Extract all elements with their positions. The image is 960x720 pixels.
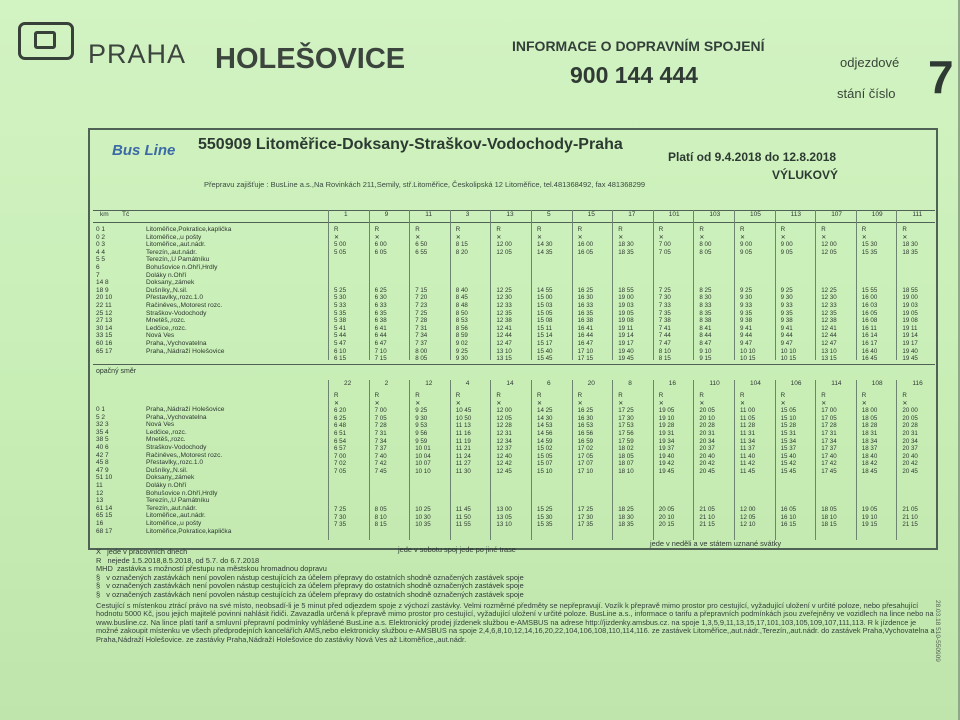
column-divider: [856, 210, 857, 360]
km-value: 11: [96, 481, 103, 489]
column-divider: [734, 210, 735, 360]
stop-name: Terezín,,aut.nádr.: [146, 504, 197, 512]
km-value: 32 3: [96, 421, 109, 429]
stop-name: Litoměřice,,u pošty: [146, 519, 202, 527]
stop-name: Dušníky,,N.sil.: [146, 286, 188, 294]
legend: X jede v pracovních dnech R nejede 1.5.2018,8.5.2018, od 5.7. do 6.7.2018 MHD zastávka s možností přestupu na městskou hromadnou dopravu § v označených zastávkách není povolen nástup cestujících za účelem přepravy do ostatních shodně označených zastávek spoje § v označených zastávkách není povolen nástup cestujících za účelem přepravy do ostatních shodně označených zastávek spoje § v označených zastávkách není povolen nástup cestujících za účelem přepravy do ostatních shodně označených zastávek spoje: [96, 547, 524, 599]
trip-number: 109: [871, 211, 883, 218]
km-value: 68 17: [96, 527, 113, 535]
trip-times: R ✕ 5 00 5 05 5 25 5 30 5 33 5 35 5 38 5 41 5 44 5 47 6 10 6 15: [334, 226, 347, 363]
column-divider: [572, 380, 573, 540]
column-divider: [775, 210, 776, 360]
bus-logo-icon: [18, 22, 74, 60]
km-value: 51 10: [96, 474, 113, 482]
stand-number: 7: [928, 51, 954, 103]
column-divider: [490, 210, 491, 360]
stop-name: Račiněves,,Motorest rozc.: [146, 301, 223, 309]
trip-number: 104: [750, 380, 761, 387]
km-column-outbound: [96, 226, 136, 355]
trip-number: 6: [547, 380, 551, 387]
column-divider: [572, 210, 573, 360]
trip-number: 101: [668, 211, 680, 218]
stop-name: Přestavlky,,rozc.1.0: [146, 294, 204, 302]
column-divider: [693, 380, 694, 540]
trip-times: R ✕ 6 20 6 25 6 48 6 51 6 54 6 57 7 00 7 02 7 05 7 25 7 30 7 35: [334, 392, 347, 529]
trip-number: 16: [668, 380, 677, 387]
trip-number: 12: [425, 380, 433, 387]
km-value: 45 8: [96, 459, 109, 467]
opposite-direction-label: opačný směr: [96, 368, 137, 375]
stop-name: Terezín,,U Památníku: [146, 256, 210, 264]
stop-name: Doksany,,zámek: [146, 474, 195, 482]
km-value: 4 4: [96, 248, 106, 256]
trip-times: R ✕ 12 00 12 05 12 25 12 30 12 33 12 35 12 38 12 41 12 44 12 47 13 10 13 15: [496, 226, 512, 363]
column-divider: [856, 380, 857, 540]
departure-label: odjezdové: [840, 55, 900, 70]
column-divider: [653, 210, 654, 360]
trip-number: 106: [790, 380, 802, 387]
km-value: 38 5: [96, 436, 109, 444]
trip-times: R ✕ 7 00 7 05 7 28 7 31 7 34 7 37 7 40 7 42 7 45 8 05 8 10 8 15: [374, 392, 387, 529]
trip-times: R ✕ 15 05 15 10 15 28 15 31 15 34 15 37 15 40 15 42 15 45 16 05 16 10 16 15: [780, 392, 797, 529]
trip-times: R ✕ 20 00 20 05 20 28 20 31 20 34 20 37 20 40 20 42 20 45 21 05 21 10 21 15: [902, 392, 918, 529]
column-divider: [896, 380, 897, 540]
trip-times: R ✕ 20 05 20 10 20 28 20 31 20 34 20 37 20 40 20 42 20 45 21 05 21 10 21 15: [699, 392, 715, 529]
trip-times: R ✕ 12 00 12 05 12 28 12 31 12 34 12 37 12 40 12 42 12 45 13 00 13 05 13 10: [496, 392, 512, 529]
stop-name: Dušníky,,N.sil.: [146, 466, 188, 474]
trip-times: R ✕ 8 00 8 05 8 25 8 30 8 33 8 35 8 38 8 41 8 44 8 47 9 10 9 15: [699, 226, 712, 363]
stop-name: Doláky n.Ohří: [146, 271, 187, 279]
km-value: 33 15: [96, 332, 113, 340]
column-divider: [409, 380, 410, 540]
stop-name: Nová Ves: [146, 421, 175, 429]
trip-number: 5: [547, 211, 551, 218]
column-divider: [653, 380, 654, 540]
notes: Cestující s místenkou ztrácí právo na své místo, neobsadí-li je 5 minut před odjezdem spoje z výchozí zastávky. Velmi rozměrné předměty se nepřepravují. Vozík k přepravě mimo prostor pro cestující, vyžadující uložení v určité poloze, nebo přesahující hodnotu 5000 Kč, jsou jejich majitelé povinni nahlásit řidiči. Zavazadla určená k přepravě mimo prostor pro cestující, vyžadující uložení v určité poloze. BusLine a.s., informace o tarifu a přepravních podmínkách jsou zveřejněny ve vozidlech na lince nebo na www.busline.cz. Na lince platí tarif a smluvní přepravní podmínky vyhlášené BusLine a.s. Elektronický prodej jízdenek službou e-AMSBUS na adrese http://jizdenky.amsbus.cz. na spoje 1,3,5,9,11,13,15,17,101,103,105,109,107,111,113. R k jízdence je možné zakoupit místenku ve všech předprodejních kancelářích AMS,nebo elektronicky službou e-AMSBUS na spoje 2,4,6,8,10,12,14,16,20,22,104,106,108,110,114,116. ze zastávek Litoměřice,,aut.nádr.,Terezín,,aut.nádr. do zastávek Praha,Vychovatelna a Praha,Nádraží Holešovice. ze zastávky Praha,Nádraží Holešovice do zastávky Nová Ves až Litoměřice,,aut.nádr.: [96, 601, 935, 644]
stop-name: Terezín,,aut.nádr.: [146, 248, 197, 256]
trip-number: 2: [384, 380, 389, 387]
busline-logo: Bus Line: [112, 142, 176, 159]
direction-separator: [93, 364, 935, 365]
km-value: 0 1: [96, 406, 106, 413]
trip-times: R ✕ 18 30 18 35 18 55 19 00 19 03 19 05 19 08 19 11 19 14 19 17 19 40 19 45: [902, 226, 918, 363]
km-value: 40 6: [96, 443, 109, 451]
column-divider: [369, 210, 370, 360]
stop-name: Terezín,,U Památníku: [146, 497, 210, 505]
stop-name: Straškov-Vodochody: [146, 443, 207, 451]
column-divider: [775, 380, 776, 540]
trip-number: 11: [425, 211, 432, 218]
km-value: 47 9: [96, 466, 109, 474]
column-divider: [896, 210, 897, 360]
tc-header: Tč: [122, 211, 130, 218]
trip-number: 13: [506, 211, 514, 218]
stop-name: Praha,,Vychovatelna: [146, 339, 207, 347]
stop-name: Bohušovice n.Ohří,Hrdly: [146, 263, 218, 271]
column-divider: [369, 380, 370, 540]
km-value: 65 17: [96, 347, 113, 355]
trip-number: 3: [465, 211, 470, 218]
trip-number: 108: [871, 380, 883, 387]
km-value: 30 14: [96, 324, 113, 332]
legend-saturday: jede v sobotu spoj jede po jiné trase: [398, 545, 516, 554]
trip-times: R ✕ 12 00 12 05 12 25 12 30 12 33 12 35 12 38 12 41 12 44 12 47 13 10 13 15: [821, 226, 837, 363]
stop-name: Račiněves,,Motorest rozc.: [146, 451, 223, 459]
km-value: 5 2: [96, 413, 106, 421]
stop-name: Straškov-Vodochody: [146, 309, 207, 317]
trip-number: 103: [709, 211, 721, 218]
stop-name: Litoměřice,,aut.nádr.: [146, 512, 206, 520]
trip-times: R ✕ 9 25 9 30 9 53 9 56 9 59 10 01 10 04 10 07 10 10 10 25 10 30 10 35: [415, 392, 431, 529]
trip-times: R ✕ 11 00 11 05 11 28 11 31 11 34 11 37 11 40 11 42 11 45 12 00 12 05 12 10: [740, 392, 756, 529]
stop-name: Praha,,Nádraží Holešovice: [146, 406, 225, 413]
stop-name: Doláky n.Ohří: [146, 481, 187, 489]
route-title: 550909 Litoměřice-Doksany-Straškov-Vodochody-Praha: [198, 136, 623, 153]
trip-times: R ✕ 17 25 17 30 17 53 17 56 17 59 18 02 18 05 18 07 18 10 18 25 18 30 18 35: [618, 392, 634, 529]
stop-name: Litoměřice,,u pošty: [146, 233, 202, 241]
column-divider: [612, 380, 613, 540]
stop-name: Mnetěš,,rozc.: [146, 436, 186, 444]
diversion-label: VÝLUKOVÝ: [772, 168, 839, 182]
km-value: 0 2: [96, 233, 106, 241]
km-value: 27 13: [96, 317, 113, 325]
trip-number: 22: [344, 380, 352, 387]
trip-number: 9: [384, 211, 389, 218]
km-value: 18 9: [96, 286, 109, 294]
km-value: 13: [96, 497, 104, 505]
stop-name: Litoměřice,Pokratice,kaplička: [146, 226, 232, 233]
legend-sunday: jede v neděli a ve státem uznané svátky: [650, 539, 782, 548]
km-value: 61 14: [96, 504, 113, 512]
column-divider: [490, 380, 491, 540]
trip-times: R ✕ 18 00 18 05 18 28 18 31 18 34 18 37 18 40 18 42 18 45 19 05 19 10 19 15: [861, 392, 878, 529]
trip-times: R ✕ 6 00 6 05 6 25 6 30 6 33 6 35 6 38 6 41 6 44 6 47 7 10 7 15: [374, 226, 387, 363]
column-divider: [328, 210, 329, 360]
trip-number: 111: [912, 211, 923, 218]
column-divider: [815, 210, 816, 360]
km-value: 5 5: [96, 256, 106, 264]
trip-number: 113: [790, 211, 801, 218]
column-divider: [612, 210, 613, 360]
trip-times: R ✕ 10 45 10 50 11 13 11 16 11 19 11 21 11 24 11 27 11 30 11 45 11 50 11 55: [455, 392, 472, 529]
column-divider: [815, 380, 816, 540]
km-value: 22 11: [96, 301, 112, 309]
trip-times: R ✕ 19 05 19 10 19 28 19 31 19 34 19 37 19 40 19 42 19 45 20 05 20 10 20 15: [658, 392, 675, 529]
stop-name: Bohušovice n.Ohří,Hrdly: [146, 489, 218, 497]
stop-name: Doksany,,zámek: [146, 279, 195, 287]
km-value: 14 8: [96, 279, 109, 287]
trip-times: R ✕ 17 00 17 05 17 28 17 31 17 34 17 37 17 40 17 42 17 45 18 05 18 10 18 15: [821, 392, 837, 529]
info-title: INFORMACE O DOPRAVNÍM SPOJENÍ: [512, 38, 765, 54]
trip-times: R ✕ 14 25 14 30 14 53 14 56 14 59 15 02 15 05 15 07 15 10 15 25 15 30 15 35: [537, 392, 553, 529]
km-value: 60 16: [96, 339, 113, 347]
table-header: [93, 210, 935, 223]
trip-times: R ✕ 15 30 15 35 15 55 16 00 16 03 16 05 16 08 16 11 16 14 16 17 16 40 16 45: [861, 226, 878, 363]
km-value: 65 15: [96, 512, 113, 520]
km-value: 20 10: [96, 294, 113, 302]
km-value: 25 12: [96, 309, 113, 317]
km-header: km: [100, 211, 109, 218]
stop-name: Praha,,Vychovatelna: [146, 413, 207, 421]
km-value: 0 3: [96, 241, 106, 249]
km-value: 12: [96, 489, 104, 497]
stops-outbound: [146, 226, 266, 355]
km-value: 16: [96, 519, 104, 527]
km-value: 42 7: [96, 451, 109, 459]
column-divider: [693, 210, 694, 360]
trip-number: 105: [750, 211, 761, 218]
trip-number: 17: [628, 211, 636, 218]
city-name: PRAHA: [88, 39, 187, 69]
km-value: 7: [96, 271, 100, 279]
stop-name: Mnetěš,,rozc.: [146, 317, 186, 325]
column-divider: [734, 380, 735, 540]
column-divider: [531, 380, 532, 540]
trip-times: R ✕ 14 30 14 35 14 55 15 00 15 03 15 05 15 08 15 11 15 14 15 17 15 40 15 45: [537, 226, 553, 363]
trip-number: 20: [587, 380, 595, 387]
stop-name: Litoměřice,Pokratice,kaplička: [146, 527, 232, 535]
trip-times: R ✕ 7 00 7 05 7 25 7 30 7 33 7 35 7 38 7 41 7 44 7 47 8 10 8 15: [658, 226, 671, 363]
trip-number: 1: [344, 211, 348, 218]
column-divider: [328, 380, 329, 540]
info-phone: 900 144 444: [570, 62, 698, 88]
station-name: HOLEŠOVICE: [215, 43, 406, 75]
trip-number: 110: [709, 380, 720, 387]
column-divider: [450, 210, 451, 360]
km-value: 6: [96, 263, 100, 271]
stand-label: stání číslo: [837, 86, 896, 101]
trip-number: 8: [628, 380, 632, 387]
trip-number: 116: [912, 380, 923, 387]
stop-name: Ledčice,,rozc.: [146, 324, 187, 332]
trip-times: R ✕ 6 50 6 55 7 15 7 20 7 23 7 25 7 28 7 31 7 34 7 37 8 00 8 05: [415, 226, 428, 363]
trip-number: 15: [587, 211, 595, 218]
trip-times: R ✕ 18 30 18 35 18 55 19 00 19 03 19 05 19 08 19 11 19 14 19 17 19 40 19 45: [618, 226, 634, 363]
stop-name: Ledčice,,rozc.: [146, 428, 187, 436]
trip-times: R ✕ 16 25 16 30 16 53 16 56 16 59 17 02 17 05 17 07 17 10 17 25 17 30 17 35: [577, 392, 594, 529]
column-divider: [450, 380, 451, 540]
trip-times: R ✕ 9 00 9 05 9 25 9 30 9 33 9 35 9 38 9 41 9 44 9 47 10 10 10 15: [780, 226, 797, 363]
trip-number: 114: [831, 380, 842, 387]
trip-number: 4: [465, 380, 470, 387]
stop-name: Litoměřice,,aut.nádr.: [146, 241, 206, 249]
km-value: 35 4: [96, 428, 109, 436]
stop-name: Přestavlky,,rozc.1.0: [146, 459, 204, 467]
trip-number: 14: [506, 380, 514, 387]
stop-name: Praha,,Nádraží Holešovice: [146, 347, 225, 355]
print-code: 28.03.18 510-550909: [934, 600, 941, 662]
km-value: 0 1: [96, 226, 106, 233]
carrier-info: Přepravu zajišťuje : BusLine a.s.,Na Rovinkách 211,Semily, stř.Litoměřice, Českolipská 12 Litoměřice, tel.481368492, fax 481368299: [204, 180, 646, 189]
validity: Platí od 9.4.2018 do 12.8.2018: [668, 150, 837, 164]
stop-name: Nová Ves: [146, 332, 175, 340]
trip-times: R ✕ 9 00 9 05 9 25 9 30 9 33 9 35 9 38 9 41 9 44 9 47 10 10 10 15: [740, 226, 756, 363]
trip-times: R ✕ 16 00 16 05 16 25 16 30 16 33 16 35 16 38 16 41 16 44 16 47 17 10 17 15: [577, 226, 594, 363]
km-column-inbound: [96, 406, 136, 535]
trip-times: R ✕ 8 15 8 20 8 40 8 45 8 48 8 50 8 53 8 56 8 59 9 02 9 25 9 30: [455, 226, 468, 363]
column-divider: [531, 210, 532, 360]
trip-number: 107: [831, 211, 843, 218]
column-divider: [409, 210, 410, 360]
stops-inbound: [146, 406, 266, 535]
